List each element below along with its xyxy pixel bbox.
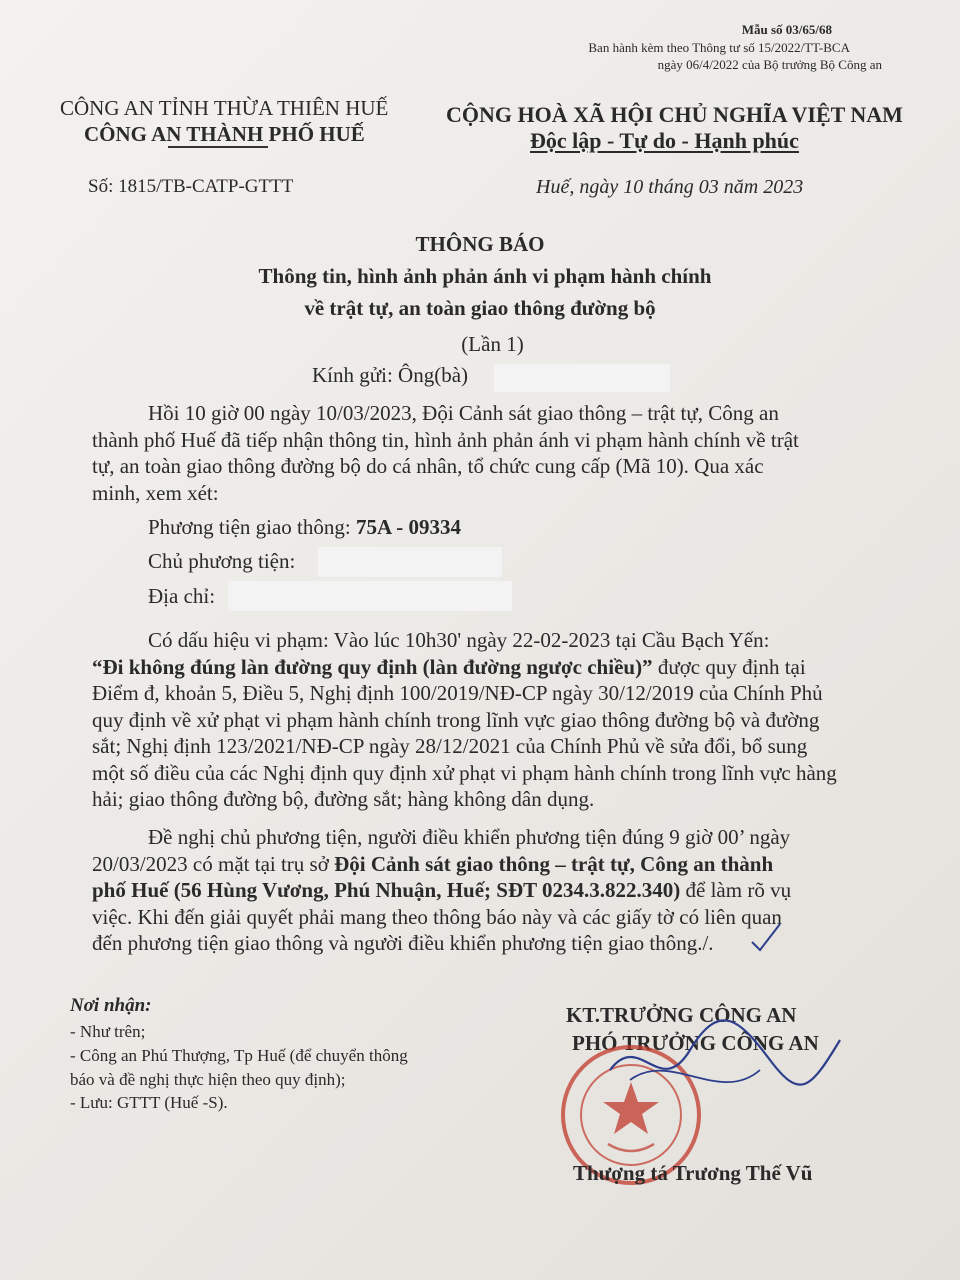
text-line: “Đi không đúng làn đường quy định (làn đường ngược chiều)” được quy định tại	[92, 654, 806, 679]
agency-underline	[168, 146, 268, 148]
owner-label: Chủ phương tiện:	[148, 549, 296, 573]
recipient-item: - Lưu: GTTT (Huế -S).	[70, 1093, 228, 1112]
recipient-greeting: Kính gửi: Ông(bà)	[312, 363, 469, 387]
paragraph-violation	[92, 627, 882, 813]
place-date: Huế, ngày 10 tháng 03 năm 2023	[536, 176, 804, 198]
paragraph-intro	[92, 400, 882, 506]
text-line: minh, xem xét:	[92, 480, 219, 505]
document-number: Số: 1815/TB-CATP-GTTT	[88, 176, 294, 197]
text-line: việc. Khi đến giải quyết phải mang theo thông báo này và các giấy tờ có liên quan	[92, 904, 782, 929]
vehicle-label: Phương tiện giao thông:	[148, 515, 356, 539]
text-line: quy định về xử phạt vi phạm hành chính trong lĩnh vực giao thông đường bộ và đường	[92, 707, 820, 732]
check-mark-icon	[748, 920, 788, 956]
handwritten-signature-icon	[600, 1010, 850, 1130]
recipient-item: báo và đề nghị thực hiện theo quy định);	[70, 1070, 346, 1089]
signer-name: Thượng tá Trương Thế Vũ	[573, 1161, 813, 1185]
text-line: đến phương tiện giao thông và người điều khiển phương tiện giao thông./.	[92, 931, 714, 955]
nation-name: CỘNG HOÀ XÃ HỘI CHỦ NGHĨA VIỆT NAM	[446, 102, 903, 127]
text-line: tự, an toàn giao thông đường bộ do cá nhân, tổ chức cung cấp (Mã 10). Qua xác	[92, 454, 764, 478]
owner-field	[148, 549, 295, 574]
text-line: Hồi 10 giờ 00 ngày 10/03/2023, Đội Cảnh sát giao thông – trật tự, Công an	[148, 401, 779, 425]
vehicle-field	[148, 515, 461, 540]
office-address: phố Huế (56 Hùng Vương, Phú Nhuận, Huế; SĐT 0234.3.822.340)	[92, 878, 681, 902]
violation-description: “Đi không đúng làn đường quy định (làn đường ngược chiều)”	[92, 654, 653, 679]
recipient-item: - Công an Phú Thượng, Tp Huế (để chuyển thông	[70, 1046, 408, 1065]
document-subtitle-1: Thông tin, hình ảnh phản ánh vi phạm hành chính	[258, 264, 712, 288]
text-line: hải; giao thông đường bộ, đường sắt; hàng không dân dụng.	[92, 787, 595, 811]
redacted-owner-name	[318, 547, 502, 577]
signature-title-1: KT.TRƯỞNG CÔNG AN	[566, 1003, 797, 1027]
agency-name: CÔNG AN THÀNH PHỐ HUẾ	[84, 122, 365, 146]
notice-times: (Lần 1)	[461, 332, 524, 356]
recipient-item: - Như trên;	[70, 1022, 146, 1041]
text-line: Đề nghị chủ phương tiện, người điều khiển phương tiện đúng 9 giờ 00’ ngày	[148, 825, 791, 849]
recipients-title: Nơi nhận:	[70, 995, 152, 1016]
redacted-recipient-name	[494, 364, 670, 392]
text-line: Có dấu hiệu vi phạm: Vào lúc 10h30' ngày 22-02-2023 tại Cầu Bạch Yến:	[148, 628, 770, 652]
office-name: Đội Cảnh sát giao thông – trật tự, Công an thành	[334, 851, 774, 876]
text-line: thành phố Huế đã tiếp nhận thông tin, hình ảnh phản ánh vi phạm hành chính về trật	[92, 427, 799, 452]
vehicle-plate: 75A - 09334	[355, 515, 461, 539]
issued-note-line1: Ban hành kèm theo Thông tư số 15/2022/TT-BCA	[588, 40, 850, 55]
form-number: Mẫu số 03/65/68	[741, 22, 832, 37]
signature-title-2: PHÓ TRƯỞNG CÔNG AN	[572, 1031, 819, 1055]
document-title: THÔNG BÁO	[415, 232, 545, 256]
address-label: Địa chỉ:	[148, 584, 216, 608]
address-field	[148, 584, 215, 609]
text-line: Điểm đ, khoản 5, Điều 5, Nghị định 100/2019/NĐ-CP ngày 30/12/2019 của Chính Phủ	[92, 681, 823, 705]
text-line: sắt; Nghị định 123/2021/NĐ-CP ngày 28/12/2021 của Chính Phủ về sửa đổi, bổ sung	[92, 734, 808, 758]
national-motto: Độc lập - Tự do - Hạnh phúc	[530, 128, 799, 153]
text-line: phố Huế (56 Hùng Vương, Phú Nhuận, Huế; SĐT 0234.3.822.340) để làm rõ vụ	[92, 878, 792, 902]
text-line: 20/03/2023 có mặt tại trụ sở Đội Cảnh sát giao thông – trật tự, Công an thành	[92, 851, 774, 876]
text-line: một số điều của các Nghị định quy định xử phạt vi phạm hành chính trong lĩnh vực hàng	[92, 760, 837, 785]
redacted-address	[228, 581, 512, 611]
agency-parent: CÔNG AN TỈNH THỪA THIÊN HUẾ	[60, 96, 389, 120]
document-subtitle-2: về trật tự, an toàn giao thông đường bộ	[304, 296, 656, 320]
issued-note-line2: ngày 06/4/2022 của Bộ trưởng Bộ Công an	[657, 57, 882, 72]
